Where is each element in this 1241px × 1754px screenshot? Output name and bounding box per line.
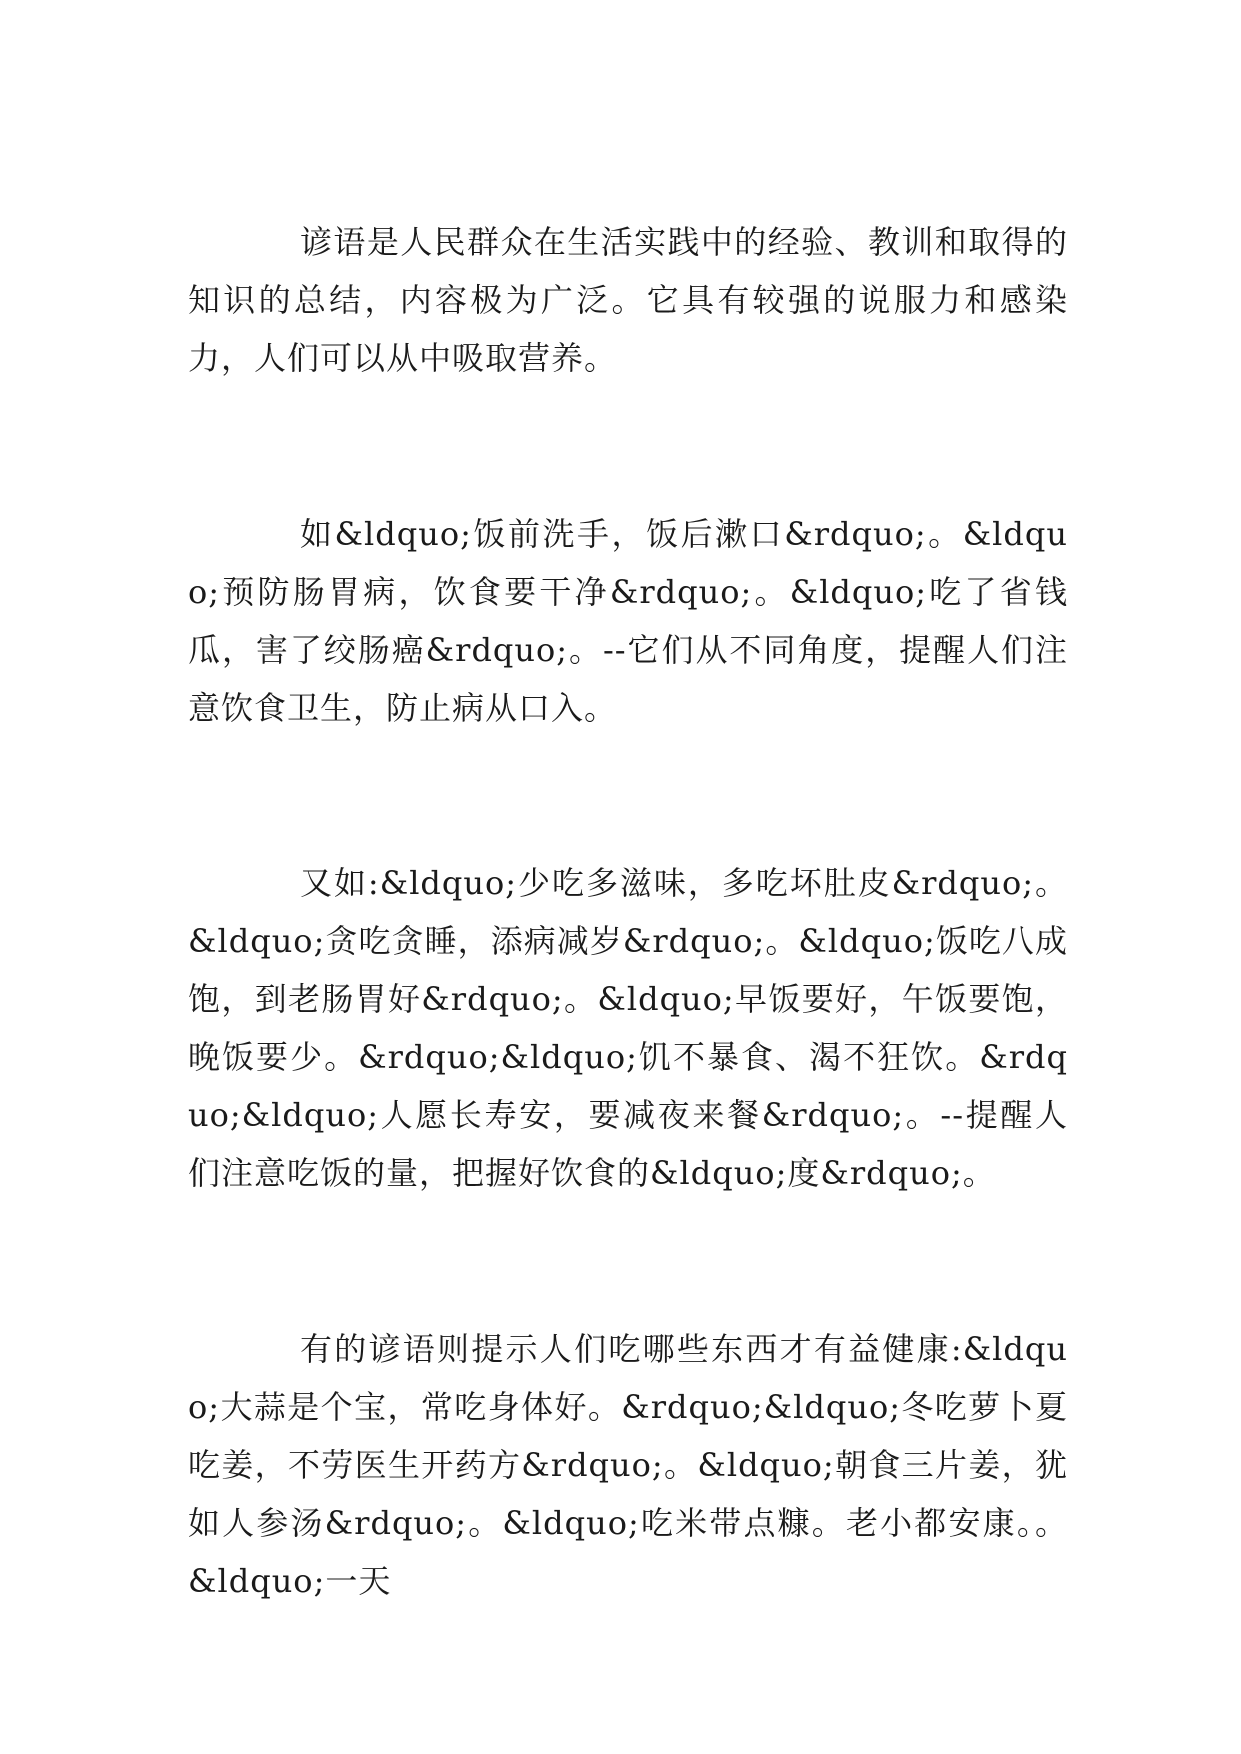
paragraph-healthy-food-proverbs: 有的谚语则提示人们吃哪些东西才有益健康:&ldquo;大蒜是个宝，常吃身体好。&rdquo;&ldquo;冬吃萝卜夏吃姜，不劳医生开药方&rdquo;。&ldquo;朝食三片姜，犹如人参汤&rdquo;。&ldquo;吃米带点糠。老小都安康。。&ldquo;一天 [188, 1330, 1068, 1600]
paragraph-intro: 谚语是人民群众在生活实践中的经验、教训和取得的知识的总结，内容极为广泛。它具有较强的说服力和感染力，人们可以从中吸取营养。 [188, 223, 1068, 377]
paragraph-hygiene-proverbs: 如&ldquo;饭前洗手，饭后漱口&rdquo;。&ldquo;预防肠胃病，饮食要干净&rdquo;。&ldquo;吃了省钱瓜，害了绞肠癌&rdquo;。--它们从不同角度，提醒人们注意饮食卫生，防止病从口入。 [188, 515, 1068, 727]
paragraph-quantity-proverbs: 又如:&ldquo;少吃多滋味，多吃坏肚皮&rdquo;。&ldquo;贪吃贪睡，添病减岁&rdquo;。&ldquo;饭吃八成饱，到老肠胃好&rdquo;。&ldquo;早饭要好，午饭要饱，晚饭要少。&rdquo;&ldquo;饥不暴食、渴不狂饮。&rdquo;&ldquo;人愿长寿安，要减夜来餐&rdquo;。--提醒人们注意吃饭的量，把握好饮食的&ldquo;度&rdquo;。 [188, 864, 1068, 1192]
